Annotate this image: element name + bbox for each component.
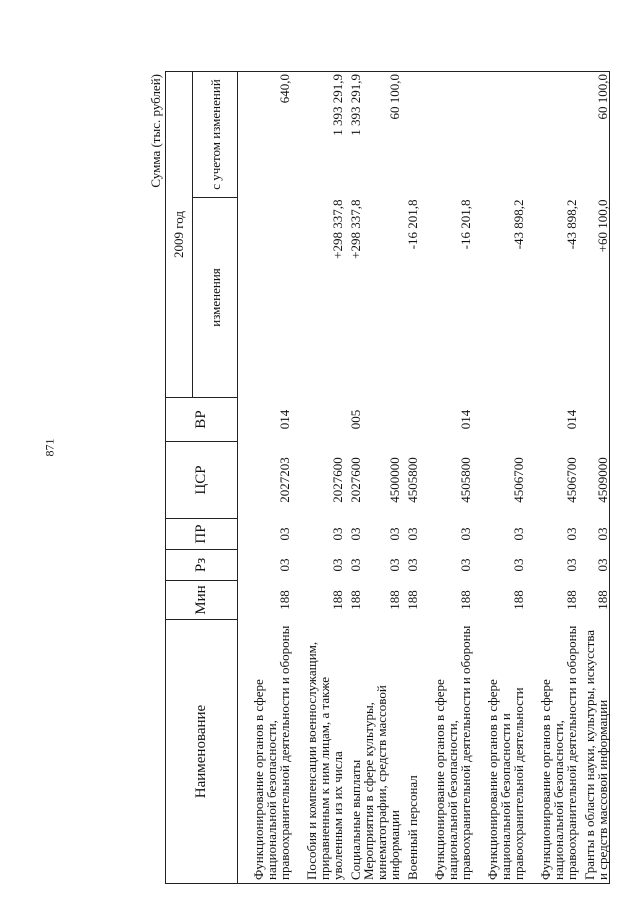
page-number: 871	[42, 438, 57, 457]
cell-csr: 2027203	[277, 457, 292, 503]
cell-change: +298 337,8	[330, 199, 345, 259]
units-label: Сумма (тыс. рублей)	[148, 74, 163, 188]
cell-total	[472, 72, 525, 198]
cell-change	[362, 198, 401, 398]
table-row	[344, 72, 362, 884]
budget-table-block	[148, 72, 610, 884]
cell-vr: 014	[277, 409, 292, 430]
cell-rz: 03	[330, 558, 345, 572]
cell-rz: 03	[578, 550, 610, 581]
cell-vr	[472, 398, 525, 442]
cell-pr: 03	[330, 527, 345, 541]
cell-vr: 005	[348, 409, 363, 430]
cell-vr: 014	[458, 409, 473, 430]
table-row	[291, 72, 344, 884]
cell-change: -43 898,2	[511, 199, 526, 250]
cell-rz: 03	[348, 558, 363, 572]
table-row	[472, 72, 525, 884]
cell-min: 188	[387, 590, 402, 610]
cell-vr	[362, 398, 401, 442]
header-row	[166, 72, 193, 884]
col-header-rz: Рз	[166, 550, 238, 581]
cell-change	[238, 198, 292, 398]
table-body	[238, 72, 610, 884]
cell-total: 60 100,0	[578, 72, 610, 198]
cell-rz: 03	[387, 558, 402, 572]
cell-vr	[401, 398, 419, 442]
cell-csr: 4505800	[458, 457, 473, 503]
cell-total	[401, 72, 419, 198]
cell-min: 188	[458, 590, 473, 610]
cell-change: -16 201,8	[405, 199, 420, 250]
cell-total: 640,0	[238, 72, 292, 198]
cell-pr: 03	[511, 527, 526, 541]
cell-min: 188	[330, 590, 345, 610]
cell-rz: 03	[458, 558, 473, 572]
cell-vr	[291, 398, 344, 442]
col-header-min: Мин	[166, 581, 238, 620]
table-row	[362, 72, 401, 884]
cell-csr: 4506700	[511, 457, 526, 503]
cell-vr: 014	[564, 409, 579, 430]
cell-rz: 03	[564, 558, 579, 572]
cell-change: -16 201,8	[458, 199, 473, 250]
cell-name: Социальные выплаты	[344, 620, 362, 884]
cell-min: 188	[578, 581, 610, 620]
cell-pr: 03	[277, 527, 292, 541]
cell-total	[525, 72, 578, 198]
cell-min: 188	[405, 590, 420, 610]
cell-change: +298 337,8	[348, 199, 363, 259]
col-header-csr: ЦСР	[166, 442, 238, 519]
cell-total: 60 100,0	[362, 72, 401, 198]
cell-name: Гранты в области науки, культуры, искусства и средств массовой информации	[578, 620, 610, 884]
cell-pr: 03	[387, 527, 402, 541]
cell-rz: 03	[405, 558, 420, 572]
col-header-name: Наименование	[166, 620, 238, 884]
cell-change: -43 898,2	[564, 199, 579, 250]
table-row	[525, 72, 578, 884]
cell-csr: 4500000	[387, 457, 402, 503]
cell-min: 188	[348, 590, 363, 610]
cell-name: Функционирование органов в сфере национальной безопасности и правоохранительной деятельности	[472, 620, 525, 884]
cell-name: Функционирование органов в сфере национальной безопасности, правоохранительной деятельности и обороны	[419, 620, 472, 884]
cell-rz: 03	[277, 558, 292, 572]
cell-name: Военный персонал	[401, 620, 419, 884]
col-header-year: 2009 год	[166, 72, 193, 398]
col-header-vr: ВР	[166, 398, 238, 442]
cell-pr: 03	[564, 527, 579, 541]
cell-csr: 4509000	[578, 442, 610, 519]
cell-pr: 03	[348, 527, 363, 541]
table-row	[419, 72, 472, 884]
table-row	[401, 72, 419, 884]
cell-vr	[578, 398, 610, 442]
cell-total: 1 393 291,9	[291, 72, 344, 198]
cell-total	[419, 72, 472, 198]
cell-name: Мероприятия в сфере культуры, кинематографии, средств массовой информации	[362, 620, 401, 884]
cell-change: +60 100,0	[578, 198, 610, 398]
cell-csr: 4506700	[564, 457, 579, 503]
cell-csr: 2027600	[330, 457, 345, 503]
cell-csr: 4505800	[405, 457, 420, 503]
cell-name: Функционирование органов в сфере национальной безопасности, правоохранительной деятельности и обороны	[525, 620, 578, 884]
cell-min: 188	[511, 590, 526, 610]
budget-table	[165, 71, 610, 884]
col-header-pr: ПР	[166, 519, 238, 550]
cell-pr: 03	[578, 519, 610, 550]
cell-csr: 2027600	[348, 457, 363, 503]
cell-pr: 03	[458, 527, 473, 541]
cell-total: 1 393 291,9	[344, 72, 362, 198]
cell-name: Функционирование органов в сфере национальной безопасности, правоохранительной деятельности и обороны	[238, 620, 292, 884]
table-row	[578, 72, 610, 884]
col-header-changes: изменения	[193, 198, 238, 398]
table-row	[238, 72, 292, 884]
cell-pr: 03	[405, 527, 420, 541]
col-header-with-changes: с учетом изменений	[193, 72, 238, 198]
cell-rz: 03	[511, 558, 526, 572]
cell-min: 188	[277, 590, 292, 610]
cell-name: Пособия и компенсации военнослужащим, приравненным к ним лицам, а также уволенным из их числа	[291, 620, 344, 884]
cell-min: 188	[564, 590, 579, 610]
